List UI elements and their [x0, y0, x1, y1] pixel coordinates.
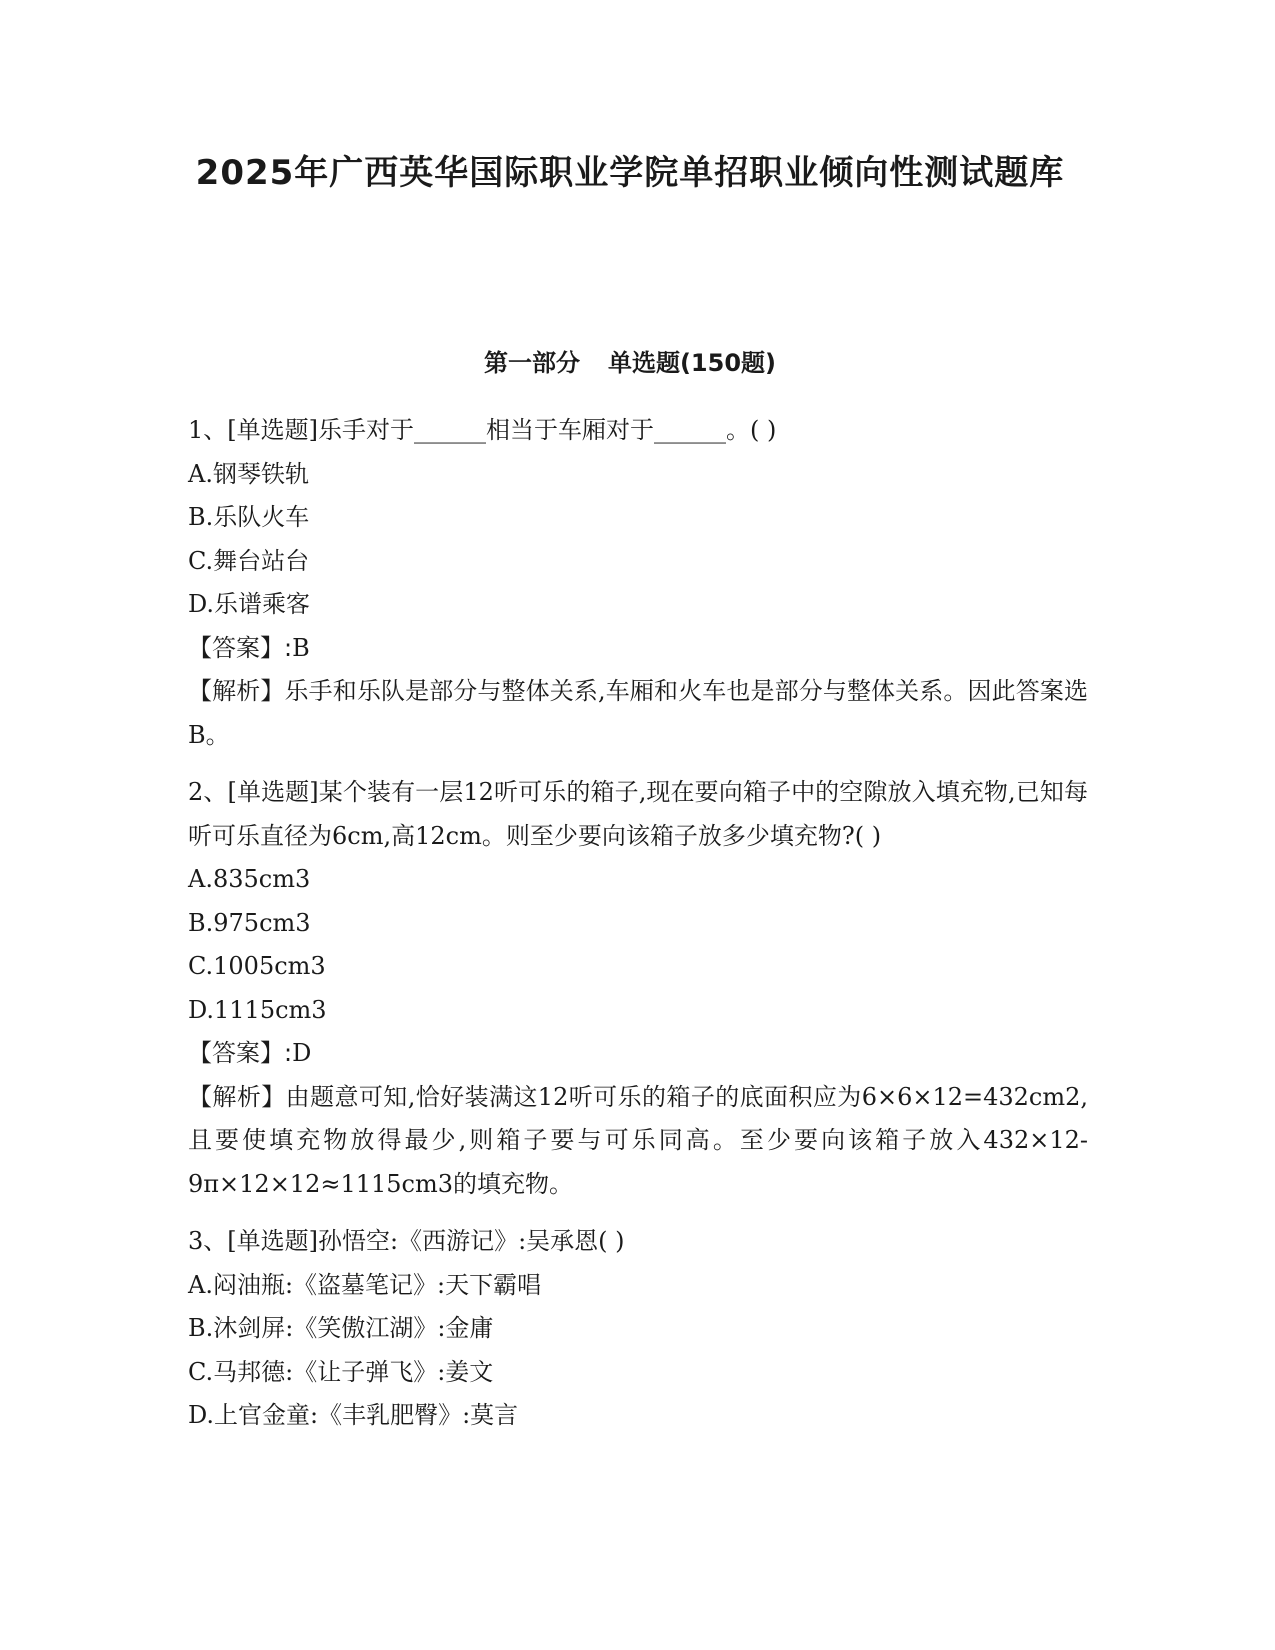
option-c: C.1005cm3 — [188, 952, 326, 980]
option-b: B.乐队火车 — [188, 503, 310, 531]
answer-value: B — [292, 633, 310, 662]
explanation-text: 乐手和乐队是部分与整体关系,车厢和火车也是部分与整体关系。因此答案选B。 — [188, 677, 1088, 749]
answer-line — [188, 1032, 1088, 1076]
explanation-line — [188, 670, 1088, 757]
option-c: C.舞台站台 — [188, 546, 310, 575]
question-list — [188, 409, 1088, 1452]
section-heading — [180, 346, 1080, 380]
option-d: D.乐谱乘客 — [188, 590, 311, 618]
option-d: D.上官金童:《丰乳肥臀》:莫言 — [188, 1401, 519, 1429]
question-2 — [188, 771, 1088, 1206]
explanation-text: 由题意可知,恰好装满这12听可乐的箱子的底面积应为6×6×12=432cm2,且要使填充物放得最少,则箱子要与可乐同高。至少要向该箱子放入432×12-9π×12×12≈1115cm3的填充物。 — [188, 1082, 1089, 1198]
explanation-line — [188, 1076, 1088, 1207]
question-stem: 2、[单选题]某个装有一层12听可乐的箱子,现在要向箱子中的空隙放入填充物,已知每听可乐直径为6cm,高12cm。则至少要向该箱子放多少填充物?( ) — [188, 778, 1088, 850]
option-a: A.钢琴铁轨 — [188, 459, 309, 488]
answer-line — [188, 627, 1088, 671]
option-a: A.闷油瓶:《盗墓笔记》:天下霸唱 — [188, 1270, 542, 1299]
answer-label: 【答案】: — [188, 633, 293, 662]
option-b: B.沐剑屏:《笑傲江湖》:金庸 — [188, 1314, 494, 1342]
section-name-label: 单选题(150题) — [607, 349, 777, 377]
document-title: 2025年广西英华国际职业学院单招职业倾向性测试题库 — [195, 153, 1065, 193]
explanation-label: 【解析】 — [188, 677, 285, 705]
question-stem: 3、[单选题]孙悟空:《西游记》:吴承恩( ) — [188, 1227, 625, 1255]
explanation-label: 【解析】 — [188, 1082, 286, 1111]
answer-label: 【答案】: — [188, 1039, 293, 1067]
question-1 — [188, 409, 1088, 757]
option-b: B.975cm3 — [188, 908, 311, 937]
answer-value: D — [292, 1039, 312, 1067]
option-d: D.1115cm3 — [188, 995, 327, 1024]
option-c: C.马邦德:《让子弹飞》:姜文 — [188, 1357, 494, 1386]
section-part-label: 第一部分 — [483, 349, 580, 377]
question-stem: 1、[单选题]乐手对于______相当于车厢对于______。( ) — [188, 416, 777, 444]
question-3 — [188, 1220, 1088, 1438]
option-a: A.835cm3 — [188, 865, 311, 893]
